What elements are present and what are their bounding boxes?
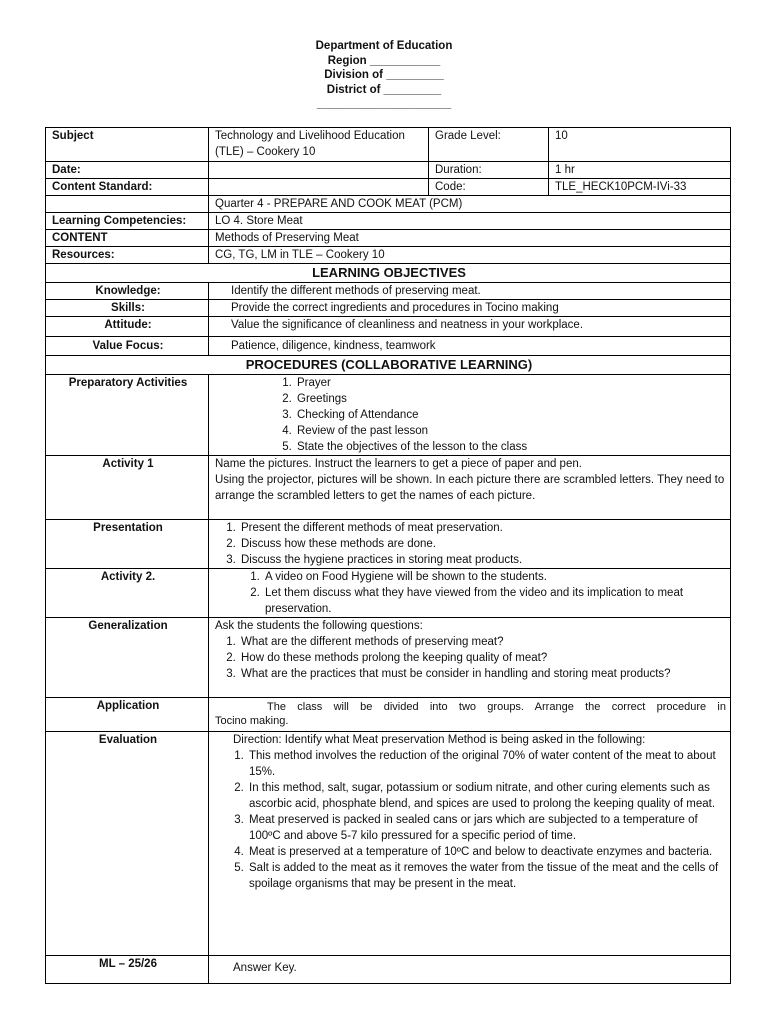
competencies-label: Learning Competencies: xyxy=(46,213,209,230)
list-item: 2. Greetings xyxy=(295,391,726,407)
list-item: 5. Salt is added to the meat as it removes the water from the tissue of the meat and the cells of spoilage organisms that may be present in the meat. xyxy=(247,860,726,892)
quarter-title: Quarter 4 - PREPARE AND COOK MEAT (PCM) xyxy=(209,196,731,213)
generalization-cell xyxy=(209,618,731,698)
application-line1: The class will be divided into two groups. Arrange the correct procedure in xyxy=(267,701,726,713)
table-row xyxy=(46,956,731,984)
content-standard-value xyxy=(209,179,429,196)
list-item: 1. This method involves the reduction of the original 70% of water content of the meat to about 15%. xyxy=(247,748,726,780)
procedures-heading: PROCEDURES (COLLABORATIVE LEARNING) xyxy=(46,356,731,375)
presentation-cell xyxy=(209,520,731,569)
table-row xyxy=(46,247,731,264)
table-row xyxy=(46,356,731,375)
table-row xyxy=(46,128,731,162)
list-item: 2. In this method, salt, sugar, potassium or sodium nitrate, and other curing elements such as ascorbic acid, phosphate blend, and spices are used to prolong the keeping quality of meat. xyxy=(247,780,726,812)
grade-value: 10 xyxy=(549,128,731,162)
ml-label: ML – 25/26 xyxy=(46,956,209,984)
table-row xyxy=(46,569,731,618)
table-row xyxy=(46,618,731,698)
competencies-value: LO 4. Store Meat xyxy=(209,213,731,230)
preparatory-cell xyxy=(209,375,731,456)
generalization-label: Generalization xyxy=(46,618,209,698)
generalization-intro: Ask the students the following questions: xyxy=(215,620,423,632)
learning-objectives-heading: LEARNING OBJECTIVES xyxy=(46,264,731,283)
district-line: District of _________ xyxy=(326,83,442,96)
presentation-label: Presentation xyxy=(46,520,209,569)
table-row xyxy=(46,283,731,300)
subject-label: Subject xyxy=(46,128,209,162)
table-row xyxy=(46,456,731,520)
answer-key: Answer Key. xyxy=(209,956,731,984)
table-row xyxy=(46,300,731,317)
resources-value: CG, TG, LM in TLE – Cookery 10 xyxy=(209,247,731,264)
list-item: 5. State the objectives of the lesson to the class xyxy=(295,439,726,455)
list-item: 1. A video on Food Hygiene will be shown to the students. xyxy=(263,569,726,585)
table-row xyxy=(46,317,731,337)
table-row xyxy=(46,732,731,956)
evaluation-list xyxy=(231,748,726,892)
activity1-label: Activity 1 xyxy=(46,456,209,520)
knowledge-label: Knowledge: xyxy=(46,283,209,300)
activity2-list xyxy=(215,569,726,617)
preparatory-list xyxy=(215,375,726,455)
skills-label: Skills: xyxy=(46,300,209,317)
list-item: 2. Let them discuss what they have viewed from the video and its implication to meat preservation. xyxy=(263,585,726,617)
activity2-cell xyxy=(209,569,731,618)
knowledge-value: Identify the different methods of preserving meat. xyxy=(209,283,731,300)
list-item: 2. How do these methods prolong the keeping quality of meat? xyxy=(239,650,726,666)
signature-line: _____________________ xyxy=(316,98,452,110)
activity1-line1: Name the pictures. Instruct the learners to get a piece of paper and pen. xyxy=(215,458,582,470)
value-focus-label: Value Focus: xyxy=(46,337,209,356)
activity1-line2: Using the projector, pictures will be shown. In each picture there are scrambled letters. They need to arrange the scrambled letters to get the names of each picture. xyxy=(215,474,725,502)
application-label: Application xyxy=(46,698,209,732)
table-row xyxy=(46,264,731,283)
attitude-value: Value the significance of cleanliness and neatness in your workplace. xyxy=(209,317,731,337)
attitude-label: Attitude: xyxy=(46,317,209,337)
presentation-list xyxy=(215,520,726,568)
list-item: 3. What are the practices that must be consider in handling and storing meat products? xyxy=(239,666,726,682)
content-label: CONTENT xyxy=(46,230,209,247)
table-row xyxy=(46,213,731,230)
value-focus-value: Patience, diligence, kindness, teamwork xyxy=(209,337,731,356)
table-row xyxy=(46,375,731,456)
application-line2: Tocino making. xyxy=(215,715,289,727)
duration-value: 1 hr xyxy=(549,162,731,179)
list-item: 1. Prayer xyxy=(295,375,726,391)
document-header xyxy=(0,39,768,112)
list-item: 1. Present the different methods of meat preservation. xyxy=(239,520,726,536)
table-row xyxy=(46,162,731,179)
date-label: Date: xyxy=(46,162,209,179)
list-item: 2. Discuss how these methods are done. xyxy=(239,536,726,552)
list-item: 4. Meat is preserved at a temperature of 10ºC and below to deactivate enzymes and bacteria. xyxy=(247,844,726,860)
table-row xyxy=(46,230,731,247)
content-value: Methods of Preserving Meat xyxy=(209,230,731,247)
table-row xyxy=(46,520,731,569)
department-title: Department of Education xyxy=(315,40,453,52)
skills-value: Provide the correct ingredients and procedures in Tocino making xyxy=(209,300,731,317)
grade-label: Grade Level: xyxy=(429,128,549,162)
division-line: Division of _________ xyxy=(324,69,444,81)
date-value xyxy=(209,162,429,179)
evaluation-label: Evaluation xyxy=(46,732,209,956)
preparatory-label: Preparatory Activities xyxy=(46,375,209,456)
application-cell xyxy=(209,698,731,732)
table-row xyxy=(46,179,731,196)
resources-label: Resources: xyxy=(46,247,209,264)
region-line: Region ___________ xyxy=(327,54,441,67)
content-standard-label: Content Standard: xyxy=(46,179,209,196)
duration-label: Duration: xyxy=(429,162,549,179)
list-item: 3. Checking of Attendance xyxy=(295,407,726,423)
list-item: 1. What are the different methods of preserving meat? xyxy=(239,634,726,650)
list-item: 4. Review of the past lesson xyxy=(295,423,726,439)
code-label: Code: xyxy=(429,179,549,196)
activity1-cell xyxy=(209,456,731,520)
code-value: TLE_HECK10PCM-IVi-33 xyxy=(549,179,731,196)
table-row xyxy=(46,698,731,732)
generalization-list xyxy=(215,634,726,682)
list-item: 3. Discuss the hygiene practices in storing meat products. xyxy=(239,552,726,568)
evaluation-cell xyxy=(209,732,731,956)
lesson-plan-table xyxy=(45,127,731,984)
list-item: 3. Meat preserved is packed in sealed cans or jars which are subjected to a temperature of 100ºC and above 5-7 kilo pressured for a specific period of time. xyxy=(247,812,726,844)
subject-value: Technology and Livelihood Education (TLE) – Cookery 10 xyxy=(209,128,429,162)
activity2-label: Activity 2. xyxy=(46,569,209,618)
table-row xyxy=(46,337,731,356)
evaluation-intro: Direction: Identify what Meat preservation Method is being asked in the following: xyxy=(233,734,646,746)
table-row xyxy=(46,196,731,213)
